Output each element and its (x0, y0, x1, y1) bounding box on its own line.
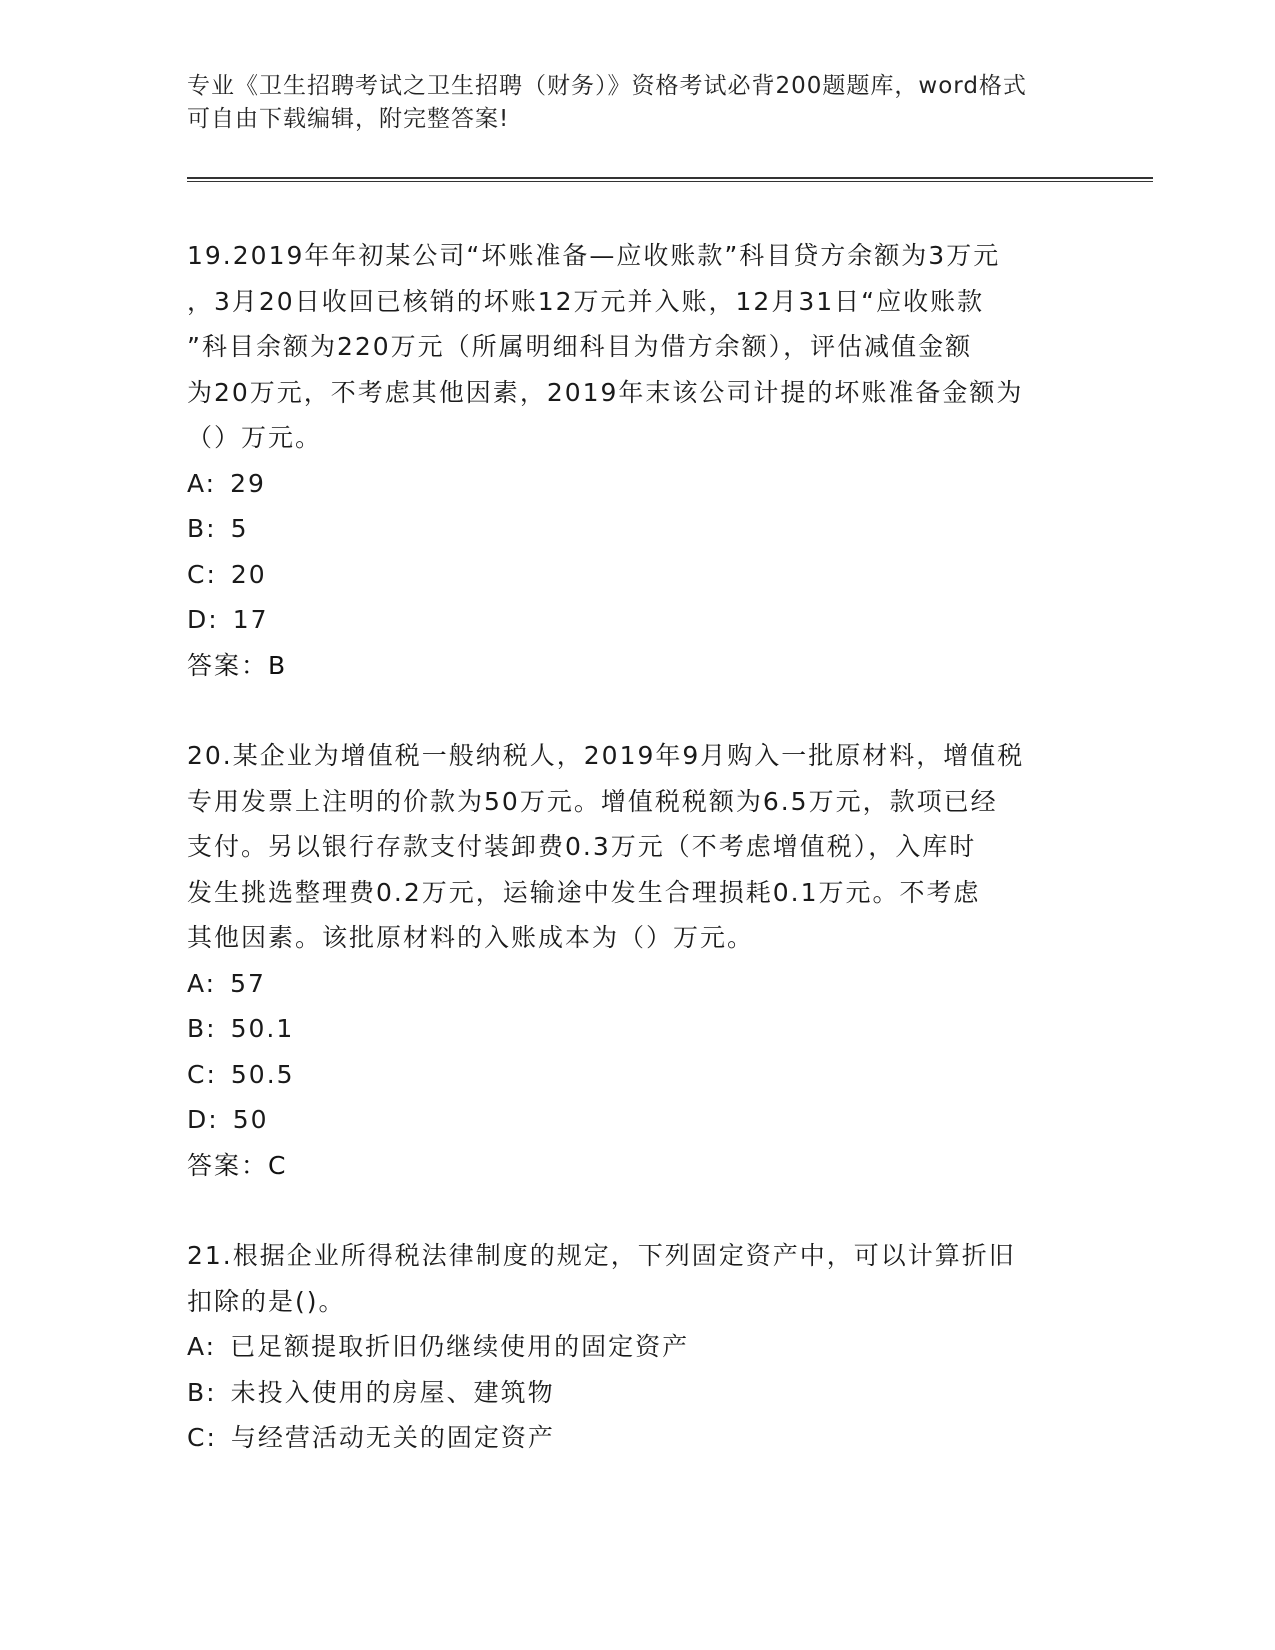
option-separator: : (206, 1423, 217, 1452)
option-text: 50.5 (230, 1059, 295, 1089)
answer-line: 答案：B (187, 650, 288, 680)
option-key: B (187, 1377, 207, 1407)
stem-line: 为20万元，不考虑其他因素，2019年末该公司计提的坏账准备金额为 (187, 377, 1024, 407)
option-separator: : (206, 1377, 217, 1407)
option-a (187, 1324, 1087, 1370)
stem-line: 其他因素。该批原材料的入账成本为（）万元。 (187, 923, 755, 952)
option-separator: : (206, 514, 217, 543)
question-21 (187, 1233, 1087, 1461)
option-separator: : (206, 559, 217, 589)
option-c (187, 552, 1087, 598)
option-b (187, 1006, 1087, 1052)
option-separator: : (208, 1105, 219, 1134)
option-text: 50.1 (230, 1014, 295, 1043)
option-text: 57 (230, 968, 266, 998)
question-stem (187, 233, 1087, 461)
answer-line: 答案：C (187, 1150, 288, 1180)
document-header (187, 70, 1087, 136)
option-text: 17 (232, 605, 269, 634)
option-separator: : (206, 1059, 217, 1089)
stem-line: 专用发票上注明的价款为50万元。增值税税额为6.5万元，款项已经 (187, 786, 998, 816)
header-divider (187, 177, 1153, 182)
option-separator: : (205, 968, 217, 998)
header-line-2: 可自由下载编辑，附完整答案! (187, 106, 510, 132)
option-text: 29 (230, 468, 266, 498)
option-key: C (187, 1423, 207, 1452)
question-stem (187, 733, 1087, 961)
option-a (187, 961, 1087, 1007)
option-a (187, 461, 1087, 507)
stem-line: 21.根据企业所得税法律制度的规定，下列固定资产中，可以计算折旧 (187, 1241, 1016, 1270)
stem-line: 20.某企业为增值税一般纳税人，2019年9月购入一批原材料，增值税 (187, 741, 1025, 770)
option-text: 已足额提取折旧仍继续使用的固定资产 (230, 1332, 690, 1361)
option-text: 50 (232, 1105, 269, 1134)
stem-line: ”科目余额为220万元（所属明细科目为借方余额），评估减值金额 (187, 332, 973, 361)
question-19 (187, 233, 1087, 688)
stem-line: 发生挑选整理费0.2万元，运输途中发生合理损耗0.1万元。不考虑 (187, 877, 981, 907)
option-text: 5 (230, 514, 249, 543)
option-text: 与经营活动无关的固定资产 (230, 1423, 555, 1452)
option-separator: : (208, 605, 219, 634)
option-d (187, 597, 1087, 643)
option-key: A (187, 968, 206, 998)
option-separator: : (205, 468, 217, 498)
question-20 (187, 733, 1087, 1188)
option-key: A (187, 468, 206, 498)
option-text: 20 (230, 559, 267, 589)
option-key: B (187, 514, 207, 543)
option-key: C (187, 559, 207, 589)
option-key: D (187, 1105, 209, 1134)
question-list (187, 233, 1087, 1506)
option-c (187, 1052, 1087, 1098)
option-key: B (187, 1014, 207, 1043)
option-key: A (187, 1332, 206, 1361)
option-c (187, 1415, 1087, 1461)
stem-line: （）万元。 (187, 423, 323, 452)
question-stem (187, 1233, 1087, 1324)
option-separator: : (206, 1014, 217, 1043)
option-d (187, 1097, 1087, 1143)
stem-line: 支付。另以银行存款支付装卸费0.3万元（不考虑增值税），入库时 (187, 832, 977, 861)
option-key: C (187, 1059, 207, 1089)
stem-line: ，3月20日收回已核销的坏账12万元并入账，12月31日“应收账款 (187, 286, 985, 316)
option-text: 未投入使用的房屋、建筑物 (230, 1377, 555, 1407)
option-b (187, 506, 1087, 552)
option-separator: : (205, 1332, 217, 1361)
stem-line: 19.2019年年初某公司“坏账准备—应收账款”科目贷方余额为3万元 (187, 241, 1001, 270)
stem-line: 扣除的是()。 (187, 1286, 346, 1316)
option-key: D (187, 605, 209, 634)
option-b (187, 1370, 1087, 1416)
header-line-1: 专业《卫生招聘考试之卫生招聘（财务）》资格考试必背200题题库，word格式 (187, 73, 1027, 99)
